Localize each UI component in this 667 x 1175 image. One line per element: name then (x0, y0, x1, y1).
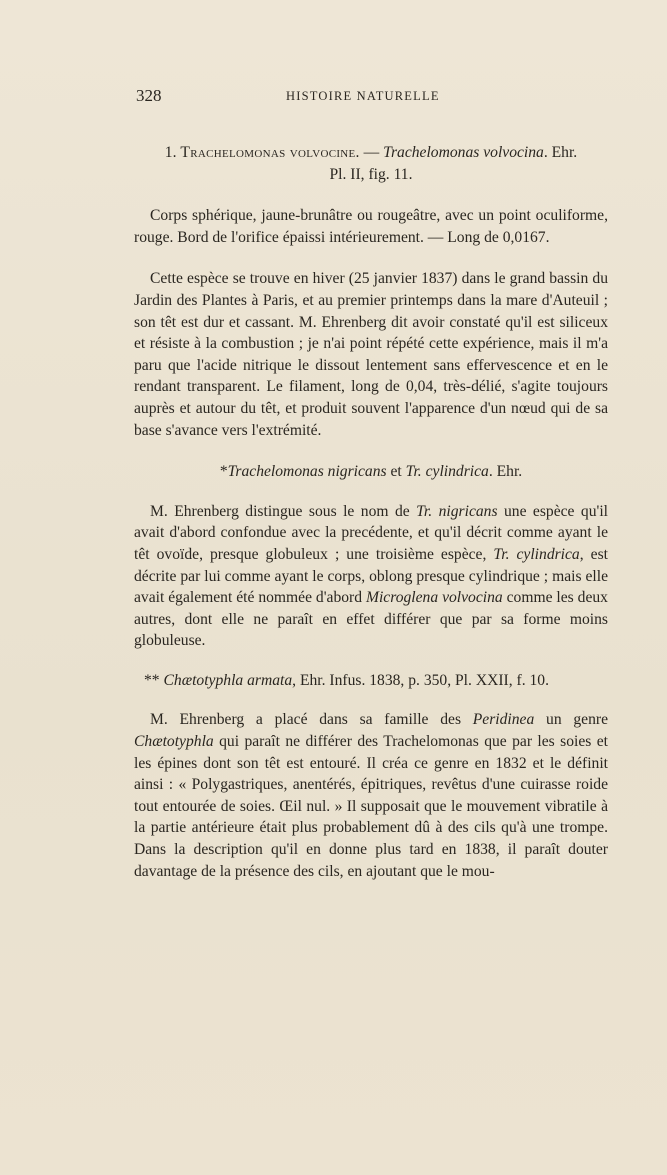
text-run: M. Ehrenberg a placé dans sa famille des (150, 711, 473, 729)
page-number: 328 (136, 86, 162, 105)
species-heading-2 (134, 461, 608, 483)
text-run: une espèce qu'il avait d'abord confondue avec la precédente, et qu'il décrit comme ayant le têt ovoïde, presque globuleux ; une troisième espèce, (134, 502, 608, 563)
paragraph-habitat: Cette espèce se trouve en hiver (25 janvier 1837) dans le grand bassin du Jardin des Plantes à Paris, et au premier printemps dans la mare d'Auteuil ; son têt est dur et cassant. M. Ehrenberg dit avoir constaté qu'il est siliceux et résiste à la combustion ; je n'ai point répété cette expérience, mais il m'a paru que l'acide nitrique le dissout lentement sans effervescence et en le rendant transparent. Le filament, long de 0,04, très-délié, s'agite toujours auprès et autour du têt, et produit souvent l'apparence d'un nœud qui de sa base s'avance vers l'extrémité. (134, 270, 608, 439)
italic-run: Tr. nigricans (416, 502, 498, 520)
footnote-star: * (219, 463, 228, 481)
paragraph-nigricans (134, 501, 608, 652)
species-name-cylindrica: Tr. cylindrica (405, 463, 489, 481)
text-run: qui paraît ne différer des Trachelomonas que par les soies et les épines dont son têt est entouré. Il créa ce genre en 1832 et le définit ainsi : « Polygastriques, anentérés, épitriques, revêtus d'une cuirasse roide tout entourée de soies. Œil nul. » Il supposait que le mouvement vibratile à la partie antérieure était plus probablement dû à des cils qu'à une trompe. Dans la description qu'il en donne plus tard en 1838, il paraît douter davantage de la présence des cils, en ajoutant que le mou- (134, 733, 608, 880)
paragraph-chaetotyphla (134, 709, 608, 882)
heading-dash: — (363, 144, 380, 161)
plate-reference: Pl. II, fig. 11. (329, 165, 413, 183)
species-heading-3 (134, 670, 608, 692)
species-name-latin: Trachelomonas volvocina (383, 144, 544, 161)
species-name-chaetotyphla: Chætotyphla armata (163, 671, 293, 689)
species-name-nigricans: Trachelomonas nigricans (227, 463, 387, 481)
italic-run: Tr. cylindrica (493, 545, 580, 563)
italic-run: Chætotyphla (134, 733, 214, 751)
footnote-stars: ** (144, 671, 160, 689)
species-name-caps: Trachelomonas volvocine. (180, 144, 360, 161)
text-run: un genre (534, 711, 608, 729)
text-run: comme les deux autres, dont elle ne paraît en effet différer que par sa forme moins globuleuse. (134, 589, 608, 650)
species-number: 1. (164, 144, 177, 161)
conjunction: et (386, 463, 406, 481)
text-run: M. Ehrenberg distingue sous le nom de (150, 502, 417, 520)
running-title: HISTOIRE NATURELLE (286, 89, 440, 103)
italic-run: Microglena volvocina (365, 589, 503, 607)
species-heading-1 (134, 142, 608, 185)
species-authority-2: . Ehr. (488, 463, 523, 481)
italic-run: Peridinea (472, 711, 535, 729)
species-authority: . Ehr. (543, 144, 578, 161)
text-run: , est décrite par lui comme ayant le corps, oblong presque cylindrique ; mais elle avait également été nommée d'abord (134, 545, 608, 607)
page-header (136, 86, 608, 108)
page-body (134, 142, 608, 882)
bibliographic-reference: , Ehr. Infus. 1838, p. 350, Pl. XXII, f. 10. (292, 671, 550, 689)
paragraph-description: Corps sphérique, jaune-brunâtre ou rougeâtre, avec un point oculiforme, rouge. Bord de l'orifice épaissi intérieurement. — Long de 0,0167. (134, 207, 608, 246)
